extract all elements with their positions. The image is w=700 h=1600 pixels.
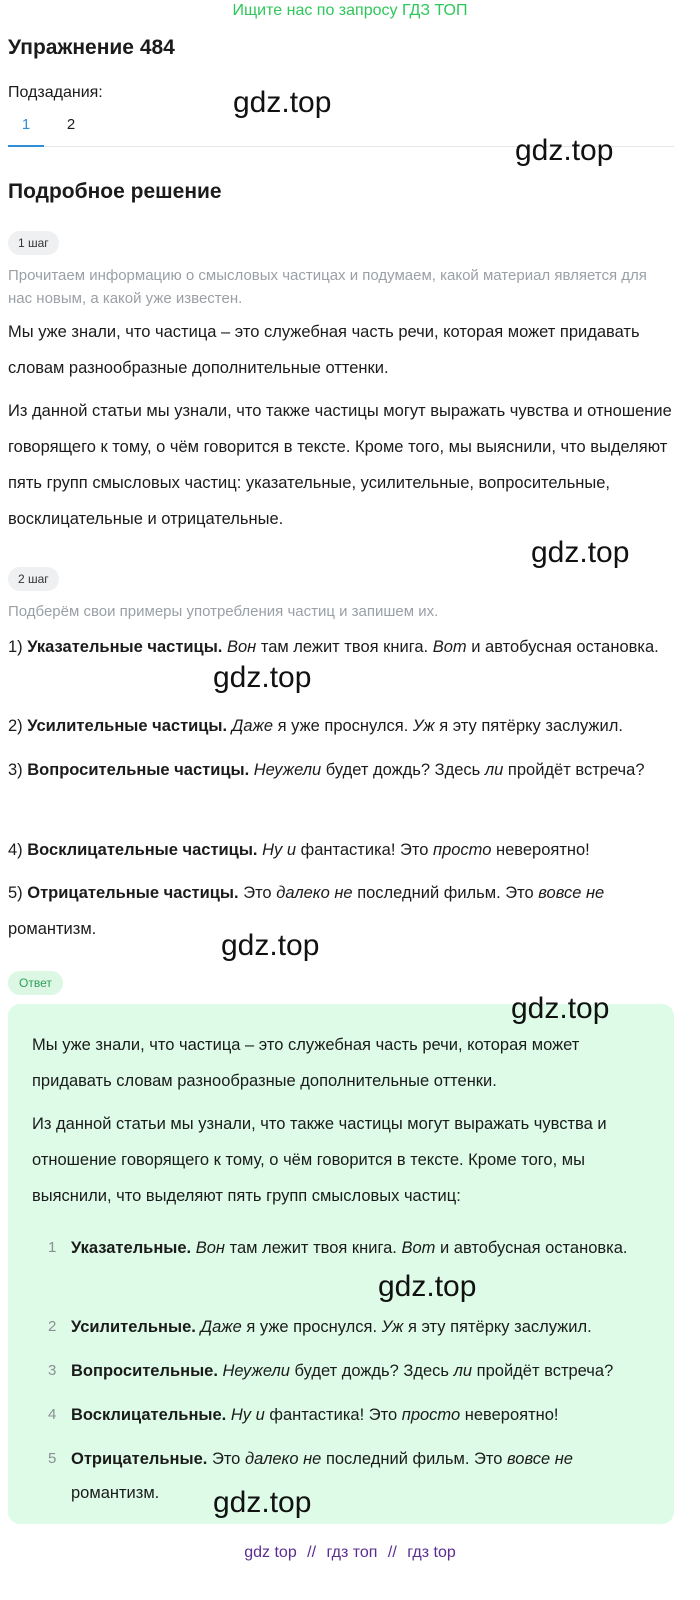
example-fragment: Это xyxy=(243,884,277,902)
particle: просто xyxy=(433,841,492,859)
example-fragment: и автобусная остановка. xyxy=(466,638,659,656)
list-text xyxy=(71,1354,651,1388)
example-fragment: пройдёт встреча? xyxy=(472,1362,614,1380)
particle: Ну и xyxy=(262,841,297,859)
particle: ли xyxy=(484,761,504,779)
example-fragment: я уже проснулся. xyxy=(273,717,413,735)
watermark: gdz.top xyxy=(378,1270,477,1303)
answer-box xyxy=(8,1004,674,1524)
step1-paragraph-learned: Из данной статьи мы узнали, что также частицы могут выражать чувства и отношение говорящего к тому, о чём говорится в тексте. Кроме того, мы выяснили, что выделяют пять групп смысловых частиц: указательные, усилительные, вопросительные, восклицательные и отрицательные. xyxy=(8,402,672,528)
list-category: Отрицательные. xyxy=(71,1450,208,1468)
watermark: gdz.top xyxy=(531,536,630,569)
example-fragment: я эту пятёрку заслужил. xyxy=(434,717,623,735)
footer-link[interactable]: gdz top xyxy=(244,1544,297,1561)
list-number: 3 xyxy=(48,1362,57,1379)
tab-subtask-1[interactable]: 1 xyxy=(8,116,44,147)
particle: ли xyxy=(453,1362,473,1380)
list-category: Вопросительные. xyxy=(71,1362,218,1380)
list-number: 1 xyxy=(48,1239,57,1256)
list-number: 4 xyxy=(48,1406,57,1423)
example-fragment: пройдёт встреча? xyxy=(503,761,645,779)
list-text xyxy=(71,1442,651,1510)
example-fragment: невероятно! xyxy=(491,841,590,859)
particle: Неужели xyxy=(222,1362,290,1380)
example-category: Вопросительные частицы. xyxy=(27,761,250,779)
example-fragment: романтизм. xyxy=(8,920,97,938)
example-fragment: я уже проснулся. xyxy=(241,1318,382,1336)
footer-links xyxy=(0,1544,700,1562)
example-number: 4) xyxy=(8,841,23,859)
particle: Ну и xyxy=(230,1406,265,1424)
example-category: Усилительные частицы. xyxy=(27,717,228,735)
solution-title: Подробное решение xyxy=(8,180,222,203)
list-category: Указательные. xyxy=(71,1239,192,1257)
example-fragment: невероятно! xyxy=(460,1406,559,1424)
particle: Вон xyxy=(195,1239,225,1257)
step-hint-2: Подберём свои примеры употребления частиц и запишем их. xyxy=(8,603,439,620)
watermark: gdz.top xyxy=(511,992,610,1025)
example-number: 1) xyxy=(8,638,23,656)
watermark: gdz.top xyxy=(213,661,312,694)
example-category: Отрицательные частицы. xyxy=(27,884,239,902)
example-fragment: романтизм. xyxy=(71,1484,160,1502)
particle: Вон xyxy=(226,638,257,656)
footer-link[interactable]: гдз top xyxy=(407,1544,456,1561)
list-text xyxy=(71,1310,651,1344)
tab-subtask-2[interactable]: 2 xyxy=(66,116,76,133)
answer-paragraph-known: Мы уже знали, что частица – это служебная часть речи, которая может придавать словам разнообразные дополнительные оттенки. xyxy=(32,1036,580,1090)
example-fragment: фантастика! Это xyxy=(296,841,433,859)
example-fragment: там лежит твоя книга. xyxy=(256,638,433,656)
particle: вовсе не xyxy=(507,1450,573,1468)
particle: далеко не xyxy=(244,1450,322,1468)
subtasks-label: Подзадания: xyxy=(8,84,103,101)
list-category: Усилительные. xyxy=(71,1318,196,1336)
particle: Даже xyxy=(231,717,274,735)
example-item xyxy=(8,752,672,788)
list-text xyxy=(71,1231,651,1265)
footer-link[interactable]: гдз топ xyxy=(326,1544,378,1561)
example-text xyxy=(262,841,590,859)
example-fragment: Это xyxy=(211,1450,245,1468)
example-item xyxy=(8,875,672,947)
example-fragment: последний фильм. Это xyxy=(321,1450,508,1468)
step-badge-2: 2 шаг xyxy=(8,567,59,591)
example-fragment: и автобусная остановка. xyxy=(435,1239,628,1257)
particle: далеко не xyxy=(276,884,353,902)
particle: Даже xyxy=(200,1318,242,1336)
example-number: 3) xyxy=(8,761,23,779)
example-item xyxy=(8,708,672,744)
example-fragment: будет дождь? Здесь xyxy=(321,761,485,779)
example-fragment: последний фильм. Это xyxy=(352,884,539,902)
step1-paragraph-known: Мы уже знали, что частица – это служебная часть речи, которая может придавать словам разнообразные дополнительные оттенки. xyxy=(8,323,640,377)
step-badge-1: 1 шаг xyxy=(8,231,59,255)
particle: Уж xyxy=(381,1318,404,1336)
step-hint-1: Прочитаем информацию о смысловых частицах и подумаем, какой материал является для нас новым, а какой уже известен. xyxy=(8,267,647,307)
particle: Вот xyxy=(432,638,467,656)
example-number: 5) xyxy=(8,884,23,902)
list-number: 5 xyxy=(48,1450,57,1467)
list-category: Восклицательные. xyxy=(71,1406,227,1424)
watermark: gdz.top xyxy=(213,1486,312,1519)
particle: просто xyxy=(401,1406,461,1424)
example-text xyxy=(232,717,623,735)
page-title: Упражнение 484 xyxy=(8,36,175,59)
example-fragment: будет дождь? Здесь xyxy=(289,1362,454,1380)
answer-paragraph-learned: Из данной статьи мы узнали, что также частицы могут выражать чувства и отношение говорящего к тому, о чём говорится в тексте. Кроме того, мы выяснили, что выделяют пять групп смысловых частиц: xyxy=(32,1115,607,1205)
watermark: gdz.top xyxy=(515,134,614,167)
example-text xyxy=(254,761,645,779)
particle: вовсе не xyxy=(538,884,605,902)
particle: Уж xyxy=(412,717,435,735)
example-fragment: я эту пятёрку заслужил. xyxy=(403,1318,592,1336)
footer-separator: // xyxy=(387,1544,397,1561)
particle: Неужели xyxy=(253,761,322,779)
example-number: 2) xyxy=(8,717,23,735)
particle: Вот xyxy=(401,1239,436,1257)
example-fragment: фантастика! Это xyxy=(264,1406,402,1424)
answer-badge: Ответ xyxy=(8,971,63,995)
example-item xyxy=(8,832,672,868)
list-number: 2 xyxy=(48,1318,57,1335)
example-item xyxy=(8,629,672,665)
example-text xyxy=(227,638,659,656)
example-fragment: там лежит твоя книга. xyxy=(225,1239,402,1257)
list-text xyxy=(71,1398,651,1432)
watermark: gdz.top xyxy=(221,929,320,962)
watermark: gdz.top xyxy=(233,86,332,119)
top-banner: Ищите нас по запросу ГДЗ ТОП xyxy=(232,2,468,19)
example-category: Восклицательные частицы. xyxy=(27,841,258,859)
example-category: Указательные частицы. xyxy=(27,638,223,656)
footer-separator: // xyxy=(307,1544,317,1561)
